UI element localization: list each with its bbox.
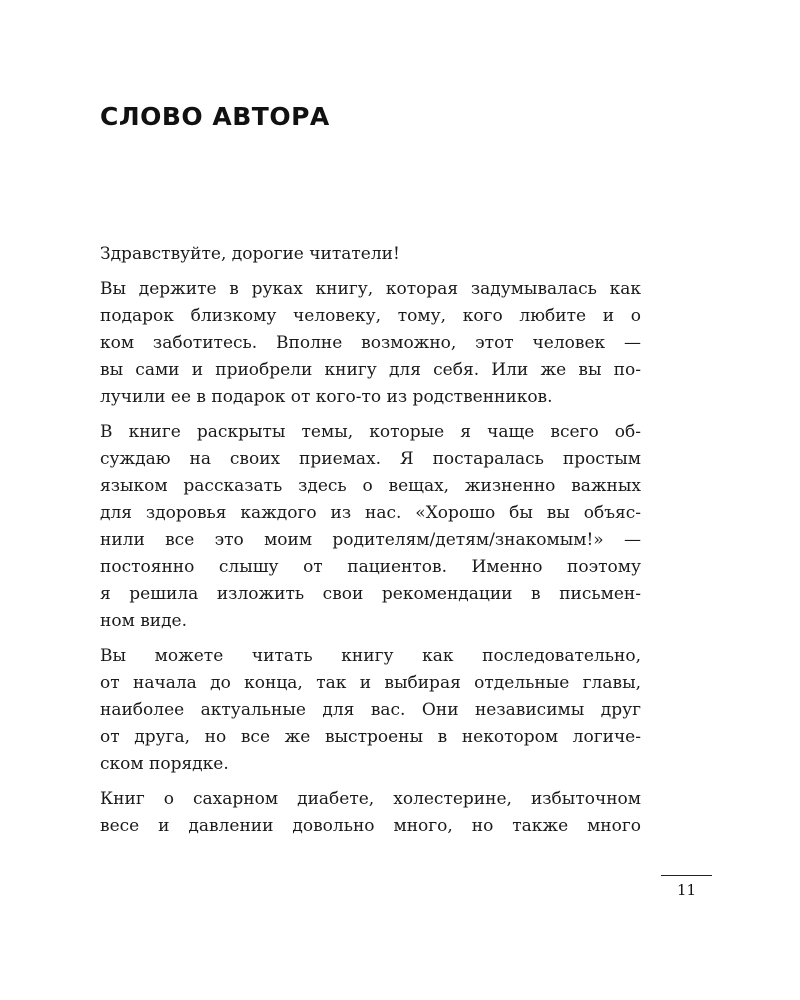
- text-line: нили все это моим родителям/детям/знакомым!» —: [100, 530, 641, 550]
- text-line: постоянно слышу от пациентов. Именно поэтому: [100, 557, 641, 577]
- text-line: вы сами и приобрели книгу для себя. Или же вы по-: [100, 360, 641, 380]
- greeting-line: Здравствуйте, дорогие читатели!: [100, 244, 400, 264]
- text-line: ном виде.: [100, 611, 188, 631]
- chapter-heading: СЛОВО АВТОРА: [100, 102, 330, 131]
- text-line: я решила изложить свои рекомендации в письмен-: [100, 584, 641, 604]
- text-line: Книг о сахарном диабете, холестерине, избыточном: [100, 789, 641, 809]
- paragraph-gap: [100, 411, 641, 419]
- page-number-rule: [661, 875, 712, 876]
- text-line: языком рассказать здесь о вещах, жизненно важных: [100, 476, 641, 496]
- paragraph-3: [100, 643, 641, 778]
- text-line: ком заботитесь. Вполне возможно, этот человек —: [100, 333, 641, 353]
- text-line: Вы держите в руках книгу, которая задумывалась как: [100, 279, 641, 299]
- paragraph-1: [100, 276, 641, 411]
- text-line: Вы можете читать книгу как последовательно,: [100, 646, 641, 666]
- text-line: весе и давлении довольно много, но также много: [100, 816, 641, 836]
- text-line: лучили ее в подарок от кого-то из родственников.: [100, 387, 553, 407]
- paragraph-gap: [100, 268, 641, 276]
- text-line: суждаю на своих приемах. Я постаралась простым: [100, 449, 641, 469]
- paragraph-2: [100, 419, 641, 635]
- body-text: [100, 241, 641, 840]
- text-line: для здоровья каждого из нас. «Хорошо бы вы объяс-: [100, 503, 641, 523]
- text-line: от друга, но все же выстроены в некотором логиче-: [100, 727, 641, 747]
- text-line: В книге раскрыты темы, которые я чаще всего об-: [100, 422, 641, 442]
- text-line: подарок близкому человеку, тому, кого любите и о: [100, 306, 641, 326]
- paragraph-4: [100, 786, 641, 840]
- paragraph-gap: [100, 635, 641, 643]
- paragraph-gap: [100, 778, 641, 786]
- page-number: 11: [676, 881, 697, 899]
- text-line: ском порядке.: [100, 754, 229, 774]
- text-line: наиболее актуальные для вас. Они независимы друг: [100, 700, 641, 720]
- text-line: от начала до конца, так и выбирая отдельные главы,: [100, 673, 641, 693]
